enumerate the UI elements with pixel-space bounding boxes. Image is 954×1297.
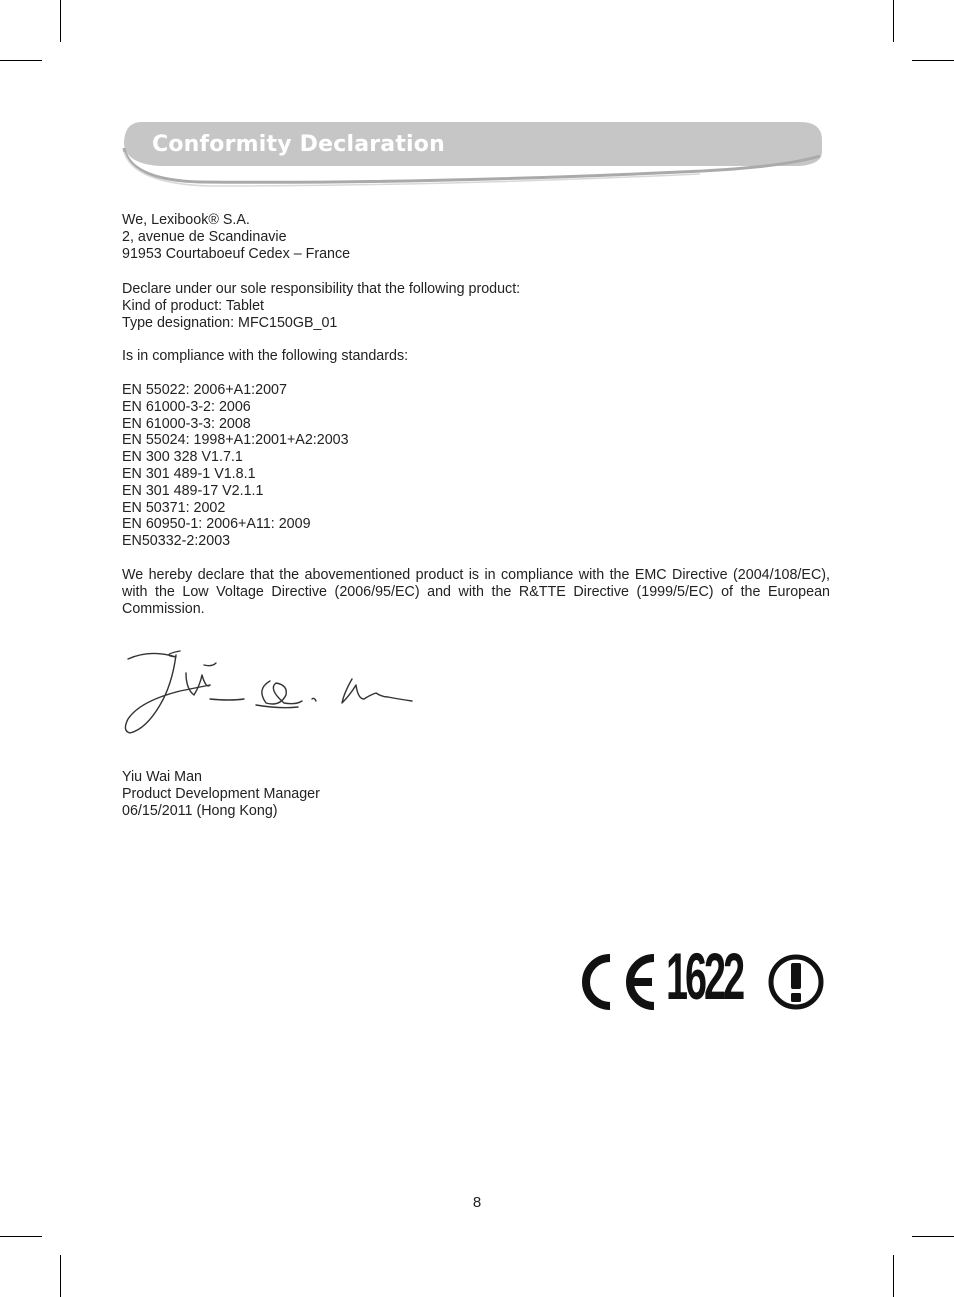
standard-item: EN 300 328 V1.7.1 (122, 449, 243, 466)
manufacturer-line: We, Lexibook® S.A. (122, 212, 250, 228)
standard-item: EN 60950-1: 2006+A11: 2009 (122, 516, 311, 533)
product-info (122, 281, 830, 331)
signatory-name: Yiu Wai Man (122, 769, 202, 785)
compliance-intro (122, 348, 830, 365)
product-type: Type designation: MFC150GB_01 (122, 314, 338, 331)
product-intro: Declare under our sole responsibility that the following product: (122, 281, 521, 297)
standard-item: EN 50371: 2002 (122, 499, 226, 516)
crop-mark (893, 1255, 894, 1297)
crop-mark (0, 1236, 42, 1237)
ce-mark-icon (580, 952, 660, 1012)
declaration-statement (122, 567, 830, 617)
crop-mark (0, 60, 42, 61)
standard-item: EN 61000-3-2: 2006 (122, 398, 251, 415)
notified-body-number: 1622 (666, 939, 743, 1013)
crop-mark (912, 1236, 954, 1237)
standard-item: EN 301 489-17 V2.1.1 (122, 482, 264, 499)
certification-marks (580, 939, 830, 1018)
handwritten-signature (120, 645, 420, 745)
standard-item: EN 61000-3-3: 2008 (122, 415, 251, 432)
manufacturer-line: 91953 Courtaboeuf Cedex – France (122, 245, 351, 262)
standard-item: EN 301 489-1 V1.8.1 (122, 465, 256, 482)
manufacturer-address (122, 212, 830, 262)
alert-exclamation-icon (766, 952, 826, 1012)
crop-mark (60, 1255, 61, 1297)
standards-list (122, 382, 830, 550)
header-banner (120, 118, 828, 188)
product-kind: Kind of product: Tablet (122, 297, 265, 314)
signatory-date: 06/15/2011 (Hong Kong) (122, 802, 278, 819)
page-title: Conformity Declaration (152, 132, 445, 157)
signature (120, 645, 420, 745)
manufacturer-line: 2, avenue de Scandinavie (122, 228, 287, 245)
standard-item: EN 55022: 2006+A1:2007 (122, 382, 287, 398)
crop-mark (60, 0, 61, 42)
crop-mark (893, 0, 894, 42)
compliance-intro-text: Is in compliance with the following standards: (122, 348, 409, 364)
crop-mark (912, 60, 954, 61)
signatory (122, 769, 830, 819)
standard-item: EN 55024: 1998+A1:2001+A2:2003 (122, 432, 349, 449)
standard-item: EN50332-2:2003 (122, 533, 231, 550)
signatory-title: Product Development Manager (122, 785, 320, 802)
page-number: 8 (472, 1194, 482, 1211)
declaration-text: We hereby declare that the abovementioned product is in compliance with the EMC Directive (2004/108/EC), with the Low Voltage Directive (2006/95/EC) and with the R&TTE Directive (1999/5/EC) of the European Commission. (122, 567, 830, 617)
